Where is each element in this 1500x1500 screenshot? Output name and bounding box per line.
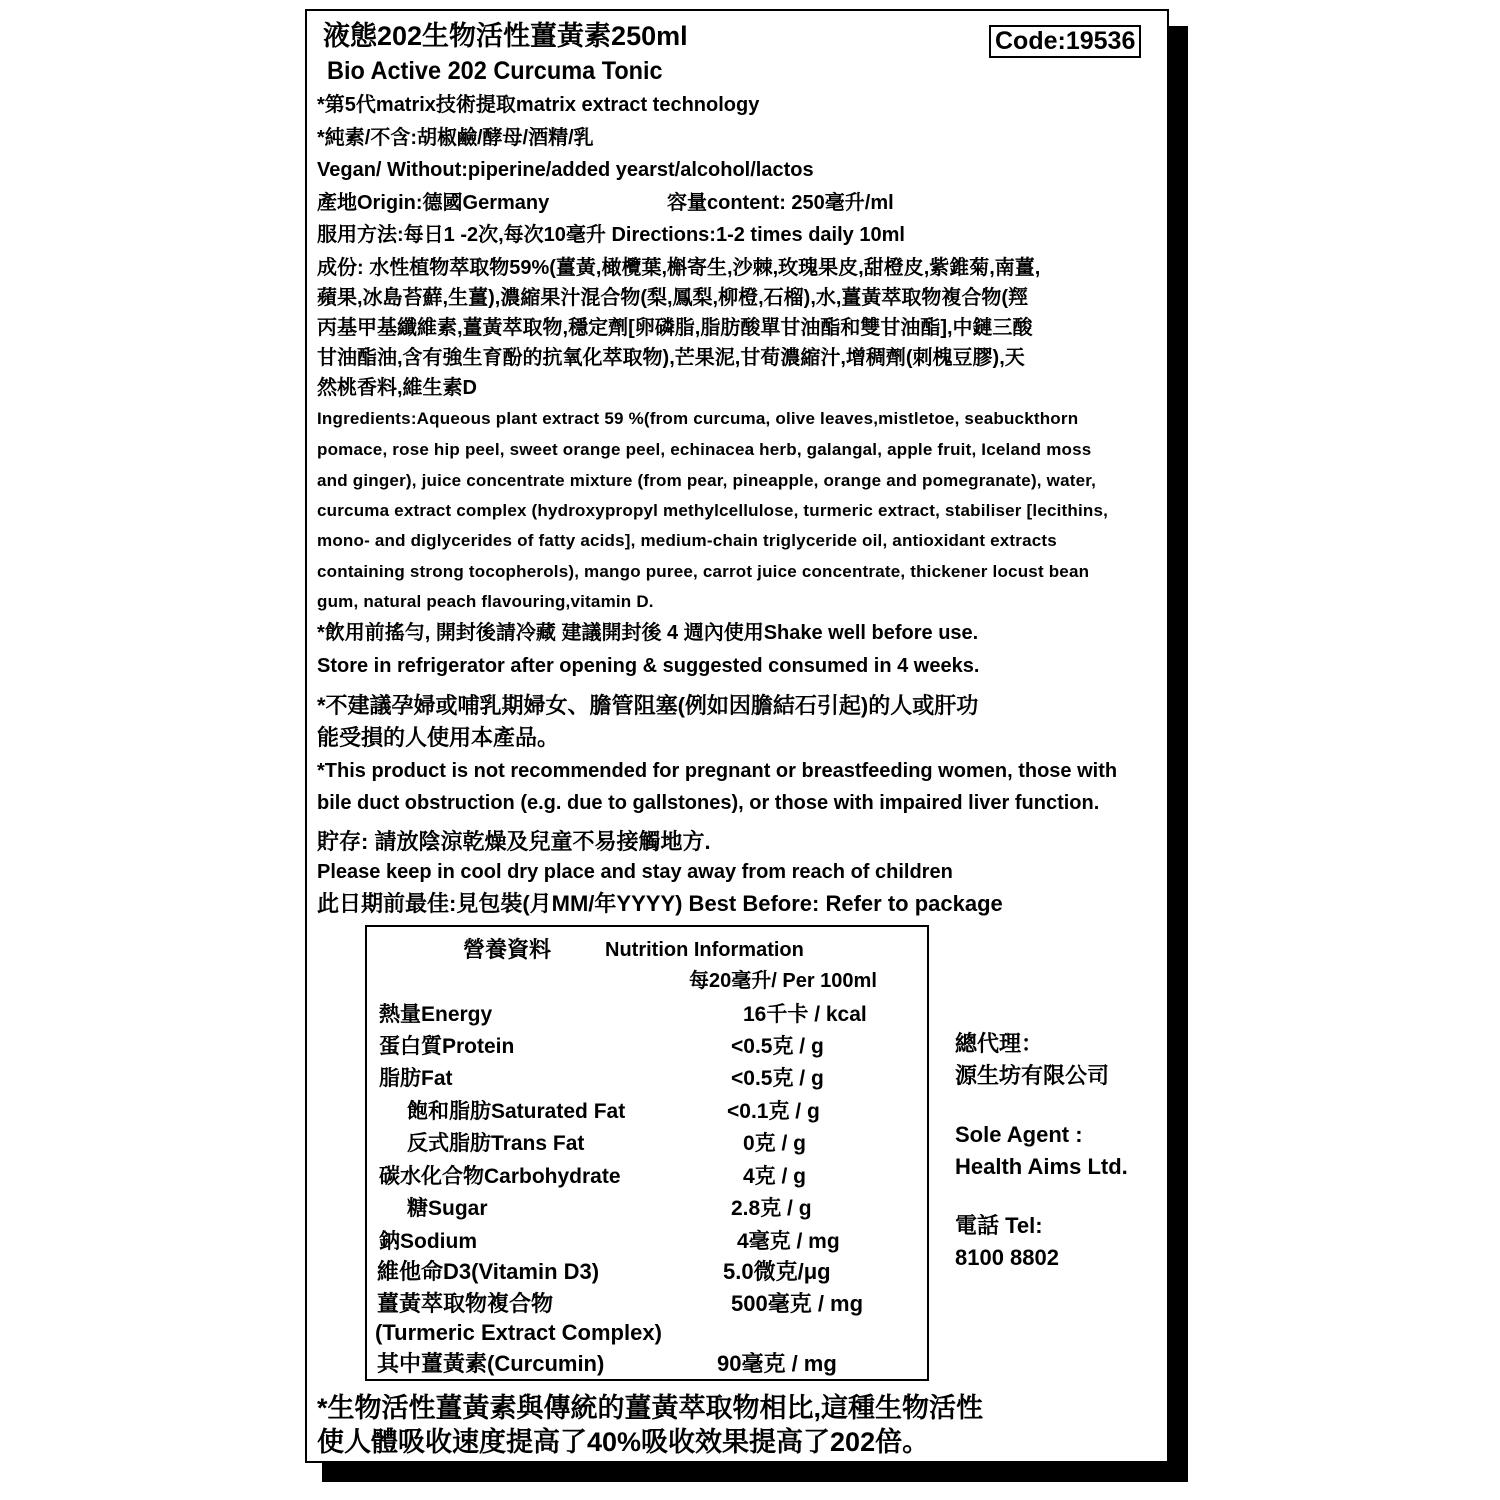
ingredients-en-line: containing strong tocopherols), mango puree, carrot juice concentrate, thickener locust bean — [317, 562, 1090, 581]
nutrition-row-value: 4毫克 / mg — [737, 1230, 840, 1253]
nutrition-title-en: Nutrition Information — [605, 939, 804, 961]
matrix-line: *第5代matrix技術提取matrix extract technology — [317, 94, 760, 116]
nutrition-row-value: <0.5克 / g — [731, 1035, 824, 1058]
nutrition-row-value: 90毫克 / mg — [717, 1351, 837, 1376]
agent-zh-label: 總代理： — [955, 1031, 1044, 1056]
title-english: Bio Active 202 Curcuma Tonic — [327, 57, 663, 85]
nutrition-row-value: 4克 / g — [743, 1165, 807, 1188]
ingredients-en-line: gum, natural peach flavouring,vitamin D. — [317, 592, 654, 611]
nutrition-per: 每20毫升/ Per 100ml — [689, 970, 877, 992]
nutrition-row-value: 0克 / g — [743, 1132, 807, 1155]
agent-en-name: Health Aims Ltd. — [955, 1154, 1128, 1179]
nutrition-row-name: 熱量Energy — [379, 1003, 493, 1026]
footer-line: 使人體吸收速度提高了40%吸收效果提高了202倍。 — [317, 1427, 930, 1457]
nutrition-row-name: 其中薑黃素(Curcumin) — [377, 1351, 605, 1376]
ingredients-zh-line: 成份: 水性植物萃取物59%(薑黃,橄欖葉,槲寄生,沙棘,玫瑰果皮,甜橙皮,紫錐菊,南薑, — [317, 257, 1041, 279]
nutrition-row-name: 糖Sugar — [407, 1197, 488, 1220]
vegan-en-line: Vegan/ Without:piperine/added yearst/alcohol/lactos — [317, 159, 814, 181]
nutrition-table — [365, 925, 929, 1381]
nutrition-row-name: 薑黃萃取物複合物 — [377, 1291, 554, 1316]
ingredients-en-line: mono- and diglycerides of fatty acids], medium-chain triglyceride oil, antioxidant extracts — [317, 531, 1057, 550]
warning-zh-line: 能受損的人使用本產品。 — [317, 725, 560, 750]
product-code: Code:19536 — [989, 25, 1141, 58]
shake-line: *飲用前搖勻, 開封後請冷藏 建議開封後 4 週內使用Shake well before use. — [317, 622, 979, 644]
best-before-line: 此日期前最佳:見包裝(月MM/年YYYY) Best Before: Refer to package — [317, 891, 1003, 916]
ingredients-en-line: pomace, rose hip peel, sweet orange peel, echinacea herb, galangal, apple fruit, Iceland moss — [317, 440, 1092, 459]
nutrition-row-value: <0.5克 / g — [731, 1067, 824, 1090]
nutrition-row-name: 鈉Sodium — [379, 1230, 477, 1253]
nutrition-title-zh: 營養資料 — [463, 937, 552, 962]
warning-en-line: bile duct obstruction (e.g. due to gallstones), or those with impaired liver function. — [317, 792, 1100, 814]
nutrition-row-value: 2.8克 / g — [731, 1197, 812, 1220]
nutrition-row-value: 5.0微克/μg — [723, 1259, 831, 1284]
content-line: 容量content: 250毫升/ml — [667, 192, 894, 214]
nutrition-row-name: 反式脂肪Trans Fat — [407, 1132, 585, 1155]
ingredients-zh-line: 丙基甲基纖維素,薑黃萃取物,穩定劑[卵磷脂,脂肪酸單甘油酯和雙甘油酯],中鏈三酸 — [317, 317, 1033, 339]
nutrition-row-name: 飽和脂肪Saturated Fat — [407, 1100, 626, 1123]
ingredients-zh-line: 甘油酯油,含有強生育酚的抗氧化萃取物),芒果泥,甘荀濃縮汁,增稠劑(刺槐豆膠),天 — [317, 347, 1025, 369]
nutrition-row-name: 維他命D3(Vitamin D3) — [377, 1259, 600, 1284]
footer-line: *生物活性薑黃素與傳統的薑黃萃取物相比,這種生物活性 — [317, 1393, 984, 1423]
nutrition-row-value: 500毫克 / mg — [731, 1291, 864, 1316]
nutrition-row-name: 脂肪Fat — [379, 1067, 453, 1090]
vegan-zh-line: *純素/不含:胡椒鹼/酵母/酒精/乳 — [317, 127, 594, 149]
store-line: Store in refrigerator after opening & suggested consumed in 4 weeks. — [317, 655, 980, 677]
tel-label: 電話 Tel: — [955, 1213, 1043, 1238]
origin-line: 產地Origin:德國Germany — [317, 192, 550, 214]
title-chinese: 液態202生物活性薑黃素250ml — [323, 21, 688, 51]
agent-en-label: Sole Agent : — [955, 1122, 1083, 1147]
ingredients-zh-line: 然桃香料,維生素D — [317, 377, 477, 399]
ingredients-en-line: curcuma extract complex (hydroxypropyl methylcellulose, turmeric extract, stabiliser [lecithins, — [317, 501, 1109, 520]
warning-en-line: *This product is not recommended for pregnant or breastfeeding women, those with — [317, 760, 1118, 782]
storage-zh-line: 貯存: 請放陰涼乾燥及兒童不易接觸地方. — [317, 829, 711, 854]
directions-line: 服用方法:每日1 -2次,每次10毫升 Directions:1-2 times daily 10ml — [317, 224, 905, 246]
warning-zh-line: *不建議孕婦或哺乳期婦女、膽管阻塞(例如因膽結石引起)的人或肝功 — [317, 693, 979, 718]
agent-zh-name: 源生坊有限公司 — [955, 1063, 1110, 1088]
storage-en-line: Please keep in cool dry place and stay away from reach of children — [317, 861, 953, 883]
tel-number: 8100 8802 — [955, 1245, 1059, 1270]
nutrition-row-name: 碳水化合物Carbohydrate — [379, 1165, 621, 1188]
nutrition-row-value: 16千卡 / kcal — [743, 1003, 867, 1026]
nutrition-row-name: (Turmeric Extract Complex) — [375, 1320, 662, 1345]
product-label — [305, 9, 1169, 1463]
nutrition-row-name: 蛋白質Protein — [379, 1035, 515, 1058]
ingredients-zh-line: 蘋果,冰島苔蘚,生薑),濃縮果汁混合物(梨,鳳梨,柳橙,石榴),水,薑黃萃取物複合物(羥 — [317, 287, 1029, 309]
ingredients-en-line: Ingredients:Aqueous plant extract 59 %(from curcuma, olive leaves,mistletoe, seabuckthorn — [317, 409, 1079, 428]
nutrition-row-value: <0.1克 / g — [727, 1100, 820, 1123]
ingredients-en-line: and ginger), juice concentrate mixture (from pear, pineapple, orange and pomegranate), water, — [317, 471, 1097, 490]
